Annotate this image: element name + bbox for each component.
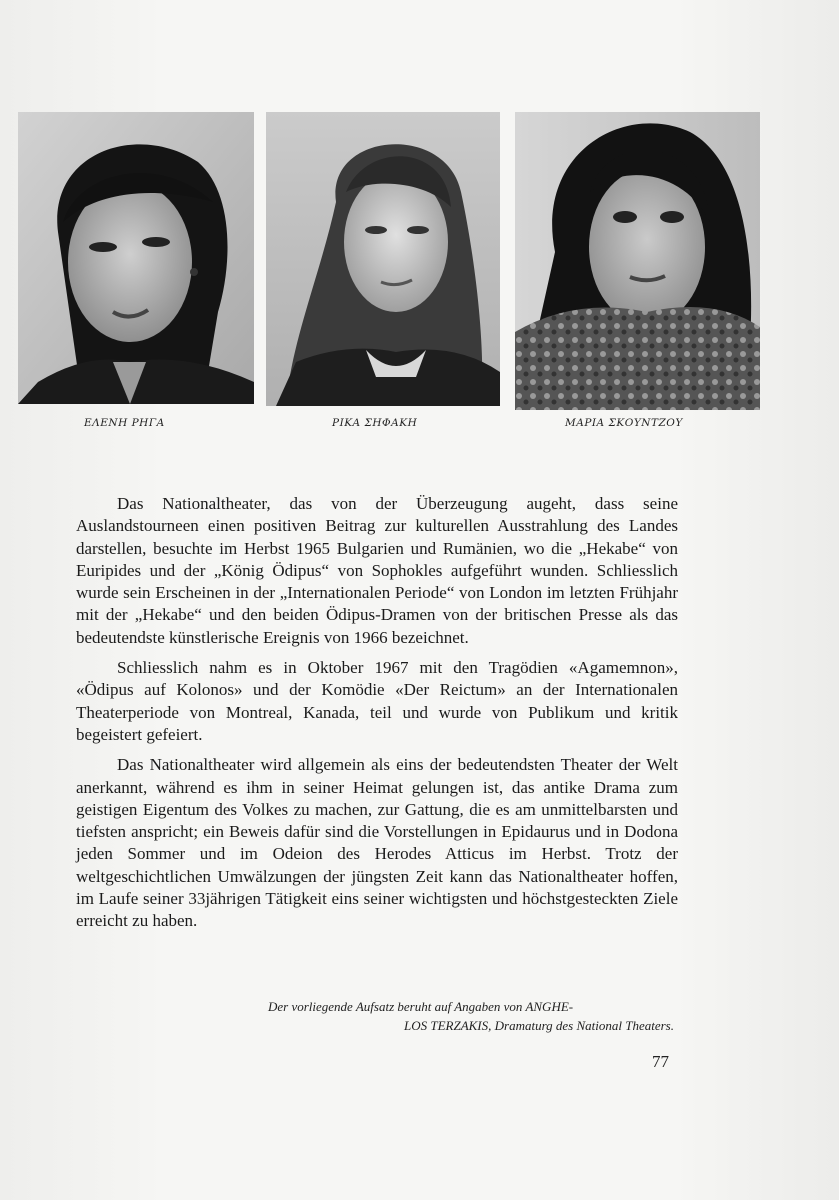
portrait-photo-rika-sifaki: [266, 112, 500, 406]
photo-caption: ΕΛΕΝΗ ΡΗΓΑ: [84, 417, 165, 429]
paragraph: Schliesslich nahm es in Oktober 1967 mit den Tragödien «Agamemnon», «Ödipus auf Kolonos» und der Komödie «Der Reictum» an der Internationalen Theaterperiode von Montreal, Kanada, teil und wurde von Publikum und kritik begeistert gefeiert.: [76, 658, 678, 744]
source-note-line: Der vorliegende Aufsatz beruht auf Angaben von ANGHE-: [268, 999, 574, 1014]
source-note-line: LOS TERZAKIS, Dramaturg des National Theaters.: [403, 1018, 674, 1033]
paragraph: Das Nationaltheater wird allgemein als eins der bedeutendsten Theater der Welt anerkannt, während es ihm in seiner Heimat gelungen ist, das antike Drama zum geistigen Eigentum des Volkes zu machen, zur Gattung, die es am unmittelbarsten und tiefsten anspricht; ein Beweis dafür sind die Vorstellungen in Epidaurus und in Dodona jeden Sommer und im Odeion des Herodes Atticus im Herbst. Trotz der weltgeschichtlichen Umwälzungen der jüngsten Zeit kann das Nationaltheater hoffen, im Laufe seiner 33jährigen Tätigkeit eins seiner wichtigsten und höchstgesteckten Ziele erreicht zu haben.: [76, 755, 678, 931]
photo-caption: ΡΙΚΑ ΣΗΦΑΚΗ: [332, 417, 418, 429]
photo-row: [18, 112, 760, 410]
paragraph: Das Nationaltheater, das von der Überzeugung augeht, dass seine Auslandstourneen einen positiven Beitrag zur kulturellen Ausstrahlung des Landes darstellen, besuchte im Herbst 1965 Bulgarien und Rumänien, wo die „Hekabe“ von Euripides und der „König Ödipus“ von Sophokles aufgeführt wunden. Schliesslich wurde sein Erscheinen in der „Internationalen Periode“ von London im letzten Frühjahr mit der „Hekabe“ und den beiden Ödipus-Dramen von der britischen Presse als das bedeutendste künstlerische Ereignis von 1966 bezeichnet.: [76, 494, 678, 647]
photo-caption: ΜΑΡΙΑ ΣΚΟΥΝΤΖΟΥ: [565, 417, 683, 429]
page-number: 77: [652, 1052, 669, 1071]
source-note: [268, 997, 674, 1035]
portrait-photo-eleni-riga: [18, 112, 254, 404]
portrait-photo-maria-skountzou: [515, 112, 760, 410]
article-body: [76, 493, 678, 941]
